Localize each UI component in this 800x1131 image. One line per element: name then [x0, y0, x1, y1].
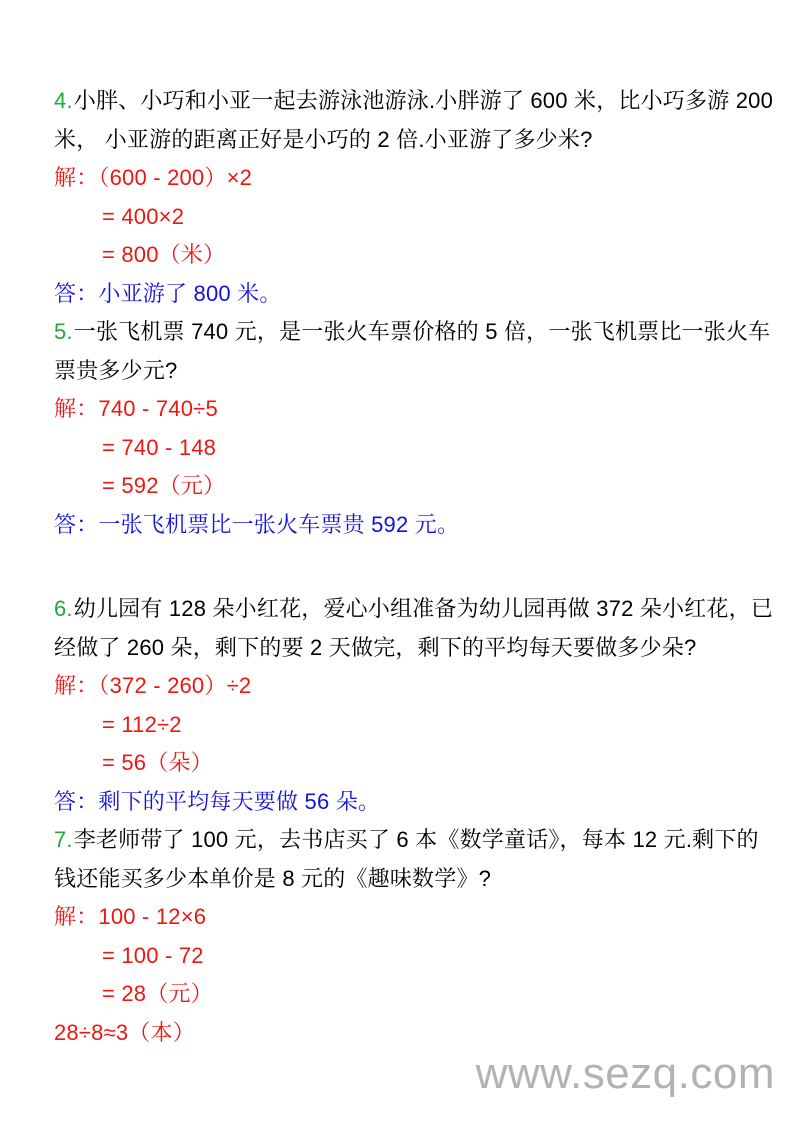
solution-step: = 800（米）	[102, 242, 226, 267]
solution-step: = 740 - 148	[102, 434, 217, 460]
problem-number: 7.	[54, 827, 73, 852]
problem-5	[54, 313, 780, 544]
problem-statement-line	[54, 82, 780, 121]
answer-line	[54, 275, 780, 314]
solution-step: = 592（元）	[102, 473, 226, 498]
answer-text: 剩下的平均每天要做 56 朵。	[98, 788, 381, 814]
statement-text: 幼儿园有 128 朵小红花，爱心小组准备为幼儿园再做 372 朵小红花，已	[73, 596, 774, 621]
problem-statement-line	[54, 590, 780, 629]
statement-text: 一张飞机票 740 元，是一张火车票价格的 5 倍，一张飞机票比一张火车	[73, 319, 771, 344]
solution-label: 解：	[54, 904, 99, 929]
statement-text: 李老师带了 100 元，去书店买了 6 本《数学童话》，每本 12 元.剩下的	[73, 827, 759, 852]
solution-label: 解：	[54, 673, 99, 698]
solution-expression: 740 - 740÷5	[98, 396, 218, 421]
problem-7	[54, 821, 780, 1052]
solution-step: = 28（元）	[102, 981, 213, 1006]
problem-4	[54, 82, 780, 313]
answer-line	[54, 783, 780, 822]
problem-statement-line	[54, 313, 780, 352]
solution-expression: 100 - 12×6	[98, 904, 207, 929]
problem-number: 5.	[54, 319, 73, 344]
problem-statement-line: 米， 小亚游的距离正好是小巧的 2 倍.小亚游了多少米?	[54, 126, 593, 152]
solution-first-line	[54, 898, 780, 937]
problem-statement-line: 票贵多少元?	[54, 357, 178, 383]
solution-label: 解：	[54, 165, 99, 190]
worksheet-content	[54, 82, 780, 1052]
solution-expression: （600 - 200）×2	[98, 165, 253, 190]
answer-label: 答：	[54, 788, 99, 814]
answer-label: 答：	[54, 511, 99, 537]
solution-step: = 400×2	[102, 203, 185, 229]
problem-statement-line	[54, 821, 780, 860]
solution-first-line	[54, 667, 780, 706]
problem-number: 4.	[54, 88, 73, 113]
answer-label: 答：	[54, 280, 99, 306]
answer-line	[54, 506, 780, 545]
problem-statement-line: 钱还能买多少本单价是 8 元的《趣味数学》?	[54, 865, 492, 891]
solution-first-line	[54, 159, 780, 198]
problem-number: 6.	[54, 596, 73, 621]
problem-statement-line: 经做了 260 朵，剩下的要 2 天做完，剩下的平均每天要做多少朵?	[54, 634, 697, 660]
watermark: www.sezq.com	[475, 1049, 775, 1098]
section-gap	[54, 544, 780, 590]
solution-step: = 100 - 72	[102, 942, 204, 968]
solution-label: 解：	[54, 396, 99, 421]
answer-text: 一张飞机票比一张火车票贵 592 元。	[98, 511, 460, 537]
answer-text: 小亚游了 800 米。	[98, 280, 282, 306]
solution-step: = 112÷2	[102, 711, 182, 737]
solution-first-line	[54, 390, 780, 429]
statement-text: 小胖、小巧和小亚一起去游泳池游泳.小胖游了 600 米，比小巧多游 200	[73, 88, 774, 113]
solution-expression: （372 - 260）÷2	[98, 673, 252, 698]
solution-final-line: 28÷8≈3（本）	[54, 1019, 195, 1045]
problem-6	[54, 590, 780, 821]
solution-step: = 56（朵）	[102, 750, 213, 775]
